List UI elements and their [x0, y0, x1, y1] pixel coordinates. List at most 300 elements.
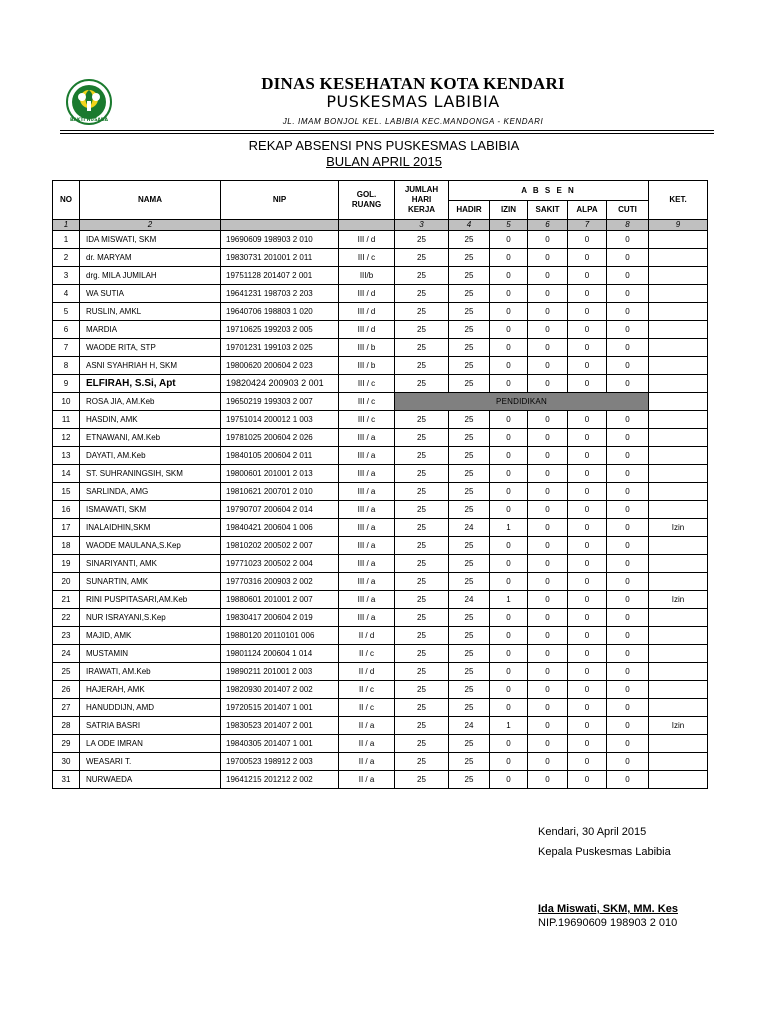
cell-nip: 19800601 201001 2 013: [221, 465, 339, 483]
attendance-table: [52, 180, 708, 789]
cell-sakit: 0: [528, 645, 568, 663]
cell-no: 24: [53, 645, 80, 663]
cell-jumlah-hari-kerja: 25: [395, 645, 449, 663]
cell-cuti: 0: [607, 303, 649, 321]
cell-jumlah-hari-kerja: 25: [395, 555, 449, 573]
cell-gol: III / a: [339, 501, 395, 519]
cell-nama: WAODE MAULANA,S.Kep: [80, 537, 221, 555]
cell-gol: II / a: [339, 735, 395, 753]
cell-jumlah-hari-kerja: 25: [395, 699, 449, 717]
cell-nama: ELFIRAH, S.Si, Apt: [80, 375, 221, 393]
cell-nip: 19840105 200604 2 011: [221, 447, 339, 465]
cell-nama: MARDIA: [80, 321, 221, 339]
cell-cuti: 0: [607, 231, 649, 249]
cell-hadir: 24: [449, 717, 490, 735]
cell-sakit: 0: [528, 411, 568, 429]
cell-jumlah-hari-kerja: 25: [395, 537, 449, 555]
cell-sakit: 0: [528, 753, 568, 771]
cell-nip: 19700523 198912 2 003: [221, 753, 339, 771]
table-row: [53, 501, 708, 519]
cell-nama: IRAWATI, AM.Keb: [80, 663, 221, 681]
cell-no: 13: [53, 447, 80, 465]
cell-sakit: 0: [528, 447, 568, 465]
cell-sakit: 0: [528, 285, 568, 303]
cell-alpa: 0: [568, 717, 607, 735]
cell-ket: [649, 393, 708, 411]
cell-alpa: 0: [568, 465, 607, 483]
cell-jumlah-hari-kerja: 25: [395, 231, 449, 249]
cell-nip: 19880120 20110101 006: [221, 627, 339, 645]
report-title: REKAP ABSENSI PNS PUSKESMAS LABIBIA: [248, 138, 520, 153]
cell-nama: IDA MISWATI, SKM: [80, 231, 221, 249]
cell-gol: III / b: [339, 357, 395, 375]
cell-hadir: 25: [449, 411, 490, 429]
cell-izin: 1: [490, 591, 528, 609]
cell-nama: WA SUTIA: [80, 285, 221, 303]
cell-nama: dr. MARYAM: [80, 249, 221, 267]
cell-cuti: 0: [607, 699, 649, 717]
cell-ket: [649, 573, 708, 591]
cell-alpa: 0: [568, 447, 607, 465]
table-row: [53, 645, 708, 663]
cell-no: 19: [53, 555, 80, 573]
cell-gol: III / c: [339, 249, 395, 267]
table-row: [53, 339, 708, 357]
cell-gol: II / a: [339, 753, 395, 771]
cell-jumlah-hari-kerja: 25: [395, 771, 449, 789]
logo-text: BAKTI HUSADA: [69, 118, 109, 123]
cell-cuti: 0: [607, 537, 649, 555]
cell-gol: III/b: [339, 267, 395, 285]
cell-cuti: 0: [607, 429, 649, 447]
cell-no: 8: [53, 357, 80, 375]
cell-alpa: 0: [568, 663, 607, 681]
cell-izin: 0: [490, 681, 528, 699]
table-row: [53, 771, 708, 789]
puskesmas-name: PUSKESMAS LABIBIA: [326, 92, 500, 111]
cell-cuti: 0: [607, 735, 649, 753]
table-row: [53, 321, 708, 339]
table-row: [53, 519, 708, 537]
cell-izin: 0: [490, 573, 528, 591]
cell-gol: III / a: [339, 573, 395, 591]
cell-hadir: 25: [449, 231, 490, 249]
cell-sakit: 0: [528, 555, 568, 573]
cell-nama: HASDIN, AMK: [80, 411, 221, 429]
bakti-husada-logo: [66, 79, 112, 125]
cell-ket: [649, 357, 708, 375]
cell-hadir: 25: [449, 303, 490, 321]
cell-nip: 19690609 198903 2 010: [221, 231, 339, 249]
cell-nama: DAYATI, AM.Keb: [80, 447, 221, 465]
table-row: [53, 555, 708, 573]
cell-gol: II / d: [339, 663, 395, 681]
cell-no: 14: [53, 465, 80, 483]
table-row: [53, 573, 708, 591]
table-row: [53, 465, 708, 483]
cell-ket: [649, 447, 708, 465]
table-row: [53, 249, 708, 267]
cell-gol: III / d: [339, 321, 395, 339]
cell-izin: 0: [490, 537, 528, 555]
cell-gol: III / a: [339, 519, 395, 537]
cell-ket: [649, 267, 708, 285]
cell-nip: 19710625 199203 2 005: [221, 321, 339, 339]
cell-no: 22: [53, 609, 80, 627]
cell-ket: [649, 465, 708, 483]
cell-hadir: 25: [449, 429, 490, 447]
table-row: [53, 393, 708, 411]
cell-ket: [649, 231, 708, 249]
cell-jumlah-hari-kerja: 25: [395, 483, 449, 501]
cell-izin: 0: [490, 663, 528, 681]
col-header-ket: KET.: [649, 181, 708, 220]
cell-ket: [649, 555, 708, 573]
cell-sakit: 0: [528, 483, 568, 501]
cell-cuti: 0: [607, 483, 649, 501]
cell-izin: 0: [490, 357, 528, 375]
cell-alpa: 0: [568, 231, 607, 249]
cell-gol: III / d: [339, 303, 395, 321]
header-rule: [60, 130, 714, 131]
cell-sakit: 0: [528, 357, 568, 375]
cell-no: 23: [53, 627, 80, 645]
cell-no: 20: [53, 573, 80, 591]
cell-nip: 19810202 200502 2 007: [221, 537, 339, 555]
cell-alpa: 0: [568, 285, 607, 303]
col-header-jumlah-hari-kerja: JUMLAH HARI KERJA: [395, 181, 449, 220]
cell-nama: RINI PUSPITASARI,AM.Keb: [80, 591, 221, 609]
cell-hadir: 25: [449, 447, 490, 465]
cell-ket: [649, 663, 708, 681]
cell-cuti: 0: [607, 465, 649, 483]
cell-nama: LA ODE IMRAN: [80, 735, 221, 753]
cell-alpa: 0: [568, 249, 607, 267]
cell-jumlah-hari-kerja: 25: [395, 321, 449, 339]
cell-nama: NUR ISRAYANI,S.Kep: [80, 609, 221, 627]
table-row: [53, 447, 708, 465]
cell-izin: 0: [490, 771, 528, 789]
cell-izin: 0: [490, 465, 528, 483]
cell-hadir: 25: [449, 501, 490, 519]
cell-ket: [649, 681, 708, 699]
cell-gol: III / a: [339, 447, 395, 465]
cell-ket: [649, 321, 708, 339]
cell-gol: III / a: [339, 429, 395, 447]
cell-no: 21: [53, 591, 80, 609]
cell-gol: III / c: [339, 393, 395, 411]
cell-nama: NURWAEDA: [80, 771, 221, 789]
cell-sakit: 0: [528, 663, 568, 681]
cell-cuti: 0: [607, 645, 649, 663]
cell-izin: 0: [490, 231, 528, 249]
cell-alpa: 0: [568, 699, 607, 717]
cell-nama: ASNI SYAHRIAH H, SKM: [80, 357, 221, 375]
cell-no: 12: [53, 429, 80, 447]
office-name: DINAS KESEHATAN KOTA KENDARI: [261, 74, 565, 93]
cell-sakit: 0: [528, 339, 568, 357]
cell-no: 28: [53, 717, 80, 735]
cell-izin: 1: [490, 519, 528, 537]
cell-jumlah-hari-kerja: 25: [395, 519, 449, 537]
cell-nip: 19781025 200604 2 026: [221, 429, 339, 447]
cell-no: 25: [53, 663, 80, 681]
cell-alpa: 0: [568, 627, 607, 645]
cell-no: 2: [53, 249, 80, 267]
cell-pendidikan-note: PENDIDIKAN: [395, 393, 649, 411]
cell-alpa: 0: [568, 501, 607, 519]
cell-cuti: 0: [607, 573, 649, 591]
cell-cuti: 0: [607, 681, 649, 699]
cell-cuti: 0: [607, 771, 649, 789]
cell-hadir: 24: [449, 591, 490, 609]
cell-sakit: 0: [528, 537, 568, 555]
cell-hadir: 25: [449, 573, 490, 591]
cell-nama: MUSTAMIN: [80, 645, 221, 663]
cell-nip: 19810621 200701 2 010: [221, 483, 339, 501]
cell-no: 17: [53, 519, 80, 537]
cell-cuti: 0: [607, 357, 649, 375]
cell-izin: 0: [490, 735, 528, 753]
cell-sakit: 0: [528, 627, 568, 645]
table-row: [53, 699, 708, 717]
cell-ket: [649, 429, 708, 447]
cell-hadir: 25: [449, 735, 490, 753]
cell-cuti: 0: [607, 285, 649, 303]
cell-nama: drg. MILA JUMILAH: [80, 267, 221, 285]
cell-ket: Izin: [649, 591, 708, 609]
cell-alpa: 0: [568, 573, 607, 591]
cell-nip: 19830417 200604 2 019: [221, 609, 339, 627]
cell-nip: 19820930 201407 2 002: [221, 681, 339, 699]
cell-hadir: 25: [449, 699, 490, 717]
col-header-nama: NAMA: [80, 181, 221, 220]
cell-cuti: 0: [607, 501, 649, 519]
cell-jumlah-hari-kerja: 25: [395, 267, 449, 285]
cell-nip: 19751014 200012 1 003: [221, 411, 339, 429]
cell-izin: 0: [490, 303, 528, 321]
cell-cuti: 0: [607, 753, 649, 771]
cell-alpa: 0: [568, 321, 607, 339]
cell-nip: 19641215 201212 2 002: [221, 771, 339, 789]
cell-izin: 0: [490, 447, 528, 465]
cell-sakit: 0: [528, 717, 568, 735]
cell-ket: [649, 411, 708, 429]
table-row: [53, 303, 708, 321]
signature-place-date: Kendari, 30 April 2015: [538, 826, 647, 838]
cell-alpa: 0: [568, 267, 607, 285]
cell-hadir: 25: [449, 627, 490, 645]
table-row: [53, 267, 708, 285]
cell-izin: 0: [490, 627, 528, 645]
cell-nama: ROSA JIA, AM.Keb: [80, 393, 221, 411]
cell-ket: [649, 735, 708, 753]
cell-nip: 19720515 201407 1 001: [221, 699, 339, 717]
cell-no: 31: [53, 771, 80, 789]
cell-ket: [649, 753, 708, 771]
table-row: [53, 591, 708, 609]
cell-sakit: 0: [528, 771, 568, 789]
report-subtitle: BULAN APRIL 2015: [326, 154, 442, 169]
cell-no: 27: [53, 699, 80, 717]
table-row: [53, 375, 708, 393]
cell-nip: 19880601 201001 2 007: [221, 591, 339, 609]
cell-sakit: 0: [528, 429, 568, 447]
table-row: [53, 609, 708, 627]
cell-nip: 19640706 198803 1 020: [221, 303, 339, 321]
cell-cuti: 0: [607, 375, 649, 393]
cell-jumlah-hari-kerja: 25: [395, 375, 449, 393]
col-header-alpa: ALPA: [568, 201, 607, 220]
cell-hadir: 25: [449, 771, 490, 789]
cell-izin: 0: [490, 375, 528, 393]
cell-hadir: 25: [449, 663, 490, 681]
cell-hadir: 25: [449, 285, 490, 303]
cell-nip: 19650219 199303 2 007: [221, 393, 339, 411]
table-row: [53, 357, 708, 375]
table-row: [53, 753, 708, 771]
cell-nip: 19890211 201001 2 003: [221, 663, 339, 681]
cell-jumlah-hari-kerja: 25: [395, 249, 449, 267]
cell-cuti: 0: [607, 609, 649, 627]
cell-gol: III / a: [339, 609, 395, 627]
cell-gol: II / c: [339, 681, 395, 699]
signature-name: Ida Miswati, SKM, MM. Kes: [538, 903, 678, 915]
cell-hadir: 25: [449, 555, 490, 573]
cell-izin: 0: [490, 267, 528, 285]
signature-nip: NIP.19690609 198903 2 010: [538, 917, 678, 929]
cell-alpa: 0: [568, 483, 607, 501]
cell-gol: II / c: [339, 645, 395, 663]
cell-ket: Izin: [649, 519, 708, 537]
cell-gol: III / a: [339, 537, 395, 555]
cell-ket: [649, 375, 708, 393]
cell-gol: III / a: [339, 591, 395, 609]
cell-ket: [649, 537, 708, 555]
cell-no: 6: [53, 321, 80, 339]
cell-jumlah-hari-kerja: 25: [395, 447, 449, 465]
cell-cuti: 0: [607, 411, 649, 429]
col-header-sakit: SAKIT: [528, 201, 568, 220]
cell-nama: INALAIDHIN,SKM: [80, 519, 221, 537]
cell-gol: II / c: [339, 699, 395, 717]
cell-izin: 0: [490, 699, 528, 717]
cell-no: 18: [53, 537, 80, 555]
cell-nip: 19770316 200903 2 002: [221, 573, 339, 591]
col-header-hadir: HADIR: [449, 201, 490, 220]
col-header-nip: NIP: [221, 181, 339, 220]
cell-nama: ISMAWATI, SKM: [80, 501, 221, 519]
cell-cuti: 0: [607, 447, 649, 465]
cell-ket: [649, 285, 708, 303]
cell-gol: III / c: [339, 375, 395, 393]
cell-hadir: 25: [449, 609, 490, 627]
address: JL. IMAM BONJOL KEL. LABIBIA KEC.MANDONGA - KENDARI: [282, 117, 544, 126]
cell-gol: III / a: [339, 555, 395, 573]
cell-sakit: 0: [528, 519, 568, 537]
cell-gol: III / d: [339, 231, 395, 249]
cell-hadir: 25: [449, 249, 490, 267]
cell-cuti: 0: [607, 339, 649, 357]
cell-sakit: 0: [528, 735, 568, 753]
cell-jumlah-hari-kerja: 25: [395, 717, 449, 735]
cell-sakit: 0: [528, 303, 568, 321]
cell-cuti: 0: [607, 591, 649, 609]
cell-nama: MAJID, AMK: [80, 627, 221, 645]
cell-nip: 19830731 201001 2 011: [221, 249, 339, 267]
cell-no: 3: [53, 267, 80, 285]
cell-hadir: 25: [449, 375, 490, 393]
cell-izin: 0: [490, 339, 528, 357]
cell-hadir: 25: [449, 465, 490, 483]
cell-ket: [649, 699, 708, 717]
cell-hadir: 25: [449, 681, 490, 699]
cell-no: 16: [53, 501, 80, 519]
cell-hadir: 25: [449, 339, 490, 357]
cell-gol: III / b: [339, 339, 395, 357]
cell-cuti: 0: [607, 321, 649, 339]
cell-nip: 19771023 200502 2 004: [221, 555, 339, 573]
cell-alpa: 0: [568, 339, 607, 357]
cell-alpa: 0: [568, 411, 607, 429]
cell-gol: III / a: [339, 483, 395, 501]
cell-jumlah-hari-kerja: 25: [395, 411, 449, 429]
cell-nama: WAODE RITA, STP: [80, 339, 221, 357]
cell-jumlah-hari-kerja: 25: [395, 303, 449, 321]
cell-nip: 19641231 198703 2 203: [221, 285, 339, 303]
signature-position: Kepala Puskesmas Labibia: [538, 846, 671, 858]
cell-no: 29: [53, 735, 80, 753]
table-row: [53, 429, 708, 447]
cell-alpa: 0: [568, 771, 607, 789]
cell-jumlah-hari-kerja: 25: [395, 501, 449, 519]
cell-nama: SINARIYANTI, AMK: [80, 555, 221, 573]
col-header-gol: GOL. RUANG: [339, 181, 395, 220]
cell-jumlah-hari-kerja: 25: [395, 429, 449, 447]
cell-jumlah-hari-kerja: 25: [395, 285, 449, 303]
cell-alpa: 0: [568, 303, 607, 321]
cell-jumlah-hari-kerja: 25: [395, 573, 449, 591]
cell-no: 30: [53, 753, 80, 771]
cell-sakit: 0: [528, 231, 568, 249]
table-row: [53, 627, 708, 645]
cell-alpa: 0: [568, 681, 607, 699]
col-header-no: NO: [53, 181, 80, 220]
cell-sakit: 0: [528, 249, 568, 267]
cell-nama: HAJERAH, AMK: [80, 681, 221, 699]
cell-alpa: 0: [568, 375, 607, 393]
header-rule-thin: [60, 133, 714, 134]
cell-jumlah-hari-kerja: 25: [395, 609, 449, 627]
cell-sakit: 0: [528, 681, 568, 699]
cell-cuti: 0: [607, 555, 649, 573]
cell-gol: III / d: [339, 285, 395, 303]
column-number-row: 1 2 3 4 5 6 7 8 9: [53, 220, 708, 231]
cell-nip: 19820424 200903 2 001: [221, 375, 339, 393]
table-row: [53, 735, 708, 753]
cell-izin: 0: [490, 429, 528, 447]
cell-hadir: 25: [449, 321, 490, 339]
cell-izin: 0: [490, 483, 528, 501]
cell-no: 10: [53, 393, 80, 411]
cell-nama: SUNARTIN, AMK: [80, 573, 221, 591]
cell-gol: III / c: [339, 411, 395, 429]
cell-nip: 19751128 201407 2 001: [221, 267, 339, 285]
cell-jumlah-hari-kerja: 25: [395, 357, 449, 375]
cell-nama: RUSLIN, AMKL: [80, 303, 221, 321]
cell-sakit: 0: [528, 501, 568, 519]
cell-no: 15: [53, 483, 80, 501]
